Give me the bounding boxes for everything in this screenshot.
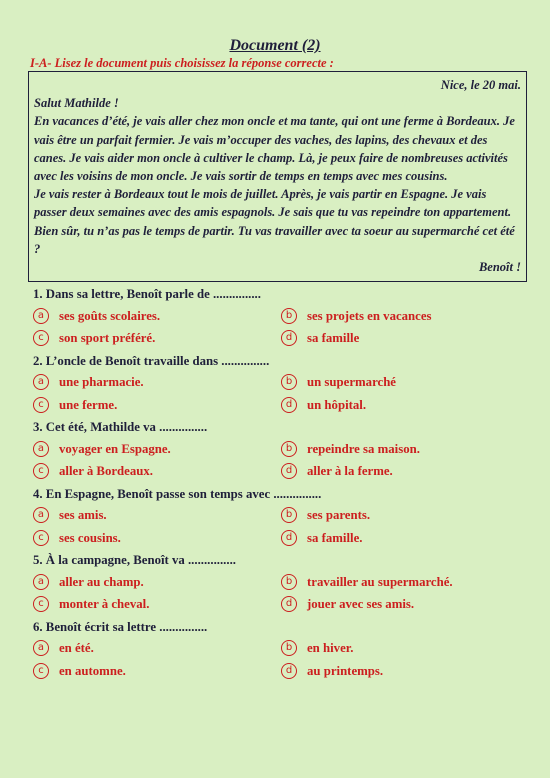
option-mark-a-icon: a: [33, 374, 49, 390]
option-mark-b-icon: b: [281, 441, 297, 457]
option-mark-d-icon: d: [281, 663, 297, 679]
option-mark-a-icon: a: [33, 441, 49, 457]
option-mark-d-icon: d: [281, 530, 297, 546]
option-mark-d-icon: d: [281, 397, 297, 413]
letter-signature: Benoît !: [478, 260, 521, 275]
option-mark-a-icon: a: [33, 308, 49, 324]
option-mark-d-icon: d: [281, 596, 297, 612]
question-text: 1. Dans sa lettre, Benoît parle de ...............: [33, 287, 261, 301]
option-label: aller à la ferme.: [307, 464, 393, 478]
option-mark-b-icon: b: [281, 308, 297, 324]
option-mark-b-icon: b: [281, 507, 297, 523]
option-row: [33, 372, 533, 395]
option-mark-c-icon: c: [33, 463, 49, 479]
option-a[interactable]: [33, 638, 94, 660]
option-mark-b-icon: b: [281, 574, 297, 590]
option-label: ses parents.: [307, 508, 371, 522]
option-mark-b-icon: b: [281, 640, 297, 656]
option-b[interactable]: [281, 572, 453, 594]
option-row: [33, 572, 533, 595]
option-c[interactable]: [33, 328, 155, 350]
option-d[interactable]: [281, 461, 393, 483]
option-label: en automne.: [59, 663, 126, 678]
option-row: [33, 306, 533, 329]
option-label: monter à cheval.: [59, 597, 150, 611]
option-d[interactable]: [281, 395, 366, 417]
option-mark-d-icon: d: [281, 330, 297, 346]
option-label: une pharmacie.: [59, 375, 144, 389]
letter-paragraph-1: En vacances d’été, je vais aller chez mon oncle et ma tante, qui ont une ferme à Bordeaux. Je vais être un parfait fermier. Je vais m’occuper des vaches, des lapins, des chevaux et des canes. Je vais aider mon oncle à cultiver le champ. Là, je peux faire de nombreuses activités avec les voisins de mon oncle. Je vais sortir de temps en temps avec mes cousins.: [34, 114, 515, 184]
option-label: sa famille: [307, 331, 360, 345]
option-label: ses cousins.: [59, 530, 121, 545]
letter-place-date: Nice, le 20 mai.: [440, 78, 521, 92]
option-label: sa famille.: [307, 530, 363, 545]
letter-box: [28, 71, 527, 282]
option-mark-c-icon: c: [33, 330, 49, 346]
instruction-text: I-A- Lisez le document puis choisissez la réponse correcte :: [30, 56, 334, 70]
option-mark-b-icon: b: [281, 374, 297, 390]
option-label: jouer avec ses amis.: [307, 597, 415, 611]
option-label: un hôpital.: [307, 397, 367, 412]
question-list: [33, 284, 533, 683]
option-b[interactable]: [281, 306, 432, 328]
option-c[interactable]: [33, 661, 126, 683]
option-b[interactable]: [281, 439, 420, 461]
letter-greeting: Salut Mathilde !: [34, 96, 119, 111]
option-mark-d-icon: d: [281, 463, 297, 479]
option-label: une ferme.: [59, 397, 118, 412]
question-text: 5. À la campagne, Benoît va ...............: [33, 553, 236, 567]
option-label: son sport préféré.: [59, 331, 156, 345]
option-row: [33, 594, 533, 617]
question-text: 6. Benoît écrit sa lettre ...............: [33, 619, 208, 634]
question-block: [33, 550, 533, 617]
option-mark-c-icon: c: [33, 596, 49, 612]
option-label: un supermarché: [307, 375, 396, 389]
option-label: repeindre sa maison.: [307, 441, 420, 456]
document-title: Document (2): [229, 37, 321, 54]
option-mark-c-icon: c: [33, 663, 49, 679]
option-row: [33, 328, 533, 351]
question-text: 2. L’oncle de Benoît travaille dans ...............: [33, 353, 270, 368]
option-label: aller à Bordeaux.: [59, 464, 153, 478]
option-d[interactable]: [281, 594, 414, 616]
option-b[interactable]: [281, 372, 396, 394]
option-mark-a-icon: a: [33, 574, 49, 590]
option-label: travailler au supermarché.: [307, 574, 453, 589]
option-a[interactable]: [33, 372, 144, 394]
option-b[interactable]: [281, 638, 353, 660]
option-label: en été.: [59, 641, 94, 655]
option-row: [33, 505, 533, 528]
option-mark-c-icon: c: [33, 397, 49, 413]
option-c[interactable]: [33, 461, 153, 483]
option-c[interactable]: [33, 528, 121, 550]
question-text: 4. En Espagne, Benoît passe son temps avec ...............: [33, 486, 322, 501]
option-label: voyager en Espagne.: [59, 441, 171, 456]
option-row: [33, 528, 533, 551]
option-label: ses amis.: [59, 508, 107, 522]
question-block: [33, 617, 533, 684]
option-mark-c-icon: c: [33, 530, 49, 546]
option-b[interactable]: [281, 505, 370, 527]
option-label: en hiver.: [307, 641, 354, 655]
question-block: [33, 351, 533, 418]
option-c[interactable]: [33, 594, 149, 616]
letter-text: [34, 76, 521, 276]
option-a[interactable]: [33, 572, 144, 594]
option-c[interactable]: [33, 395, 117, 417]
option-row: [33, 461, 533, 484]
question-text: 3. Cet été, Mathilde va ...............: [33, 420, 208, 434]
question-block: [33, 417, 533, 484]
question-block: [33, 484, 533, 551]
option-a[interactable]: [33, 439, 171, 461]
option-mark-a-icon: a: [33, 640, 49, 656]
option-label: ses projets en vacances: [307, 308, 432, 323]
option-a[interactable]: [33, 505, 107, 527]
option-row: [33, 439, 533, 462]
option-row: [33, 661, 533, 684]
option-label: aller au champ.: [59, 574, 144, 589]
option-mark-a-icon: a: [33, 507, 49, 523]
option-d[interactable]: [281, 528, 362, 550]
option-d[interactable]: [281, 328, 359, 350]
option-a[interactable]: [33, 306, 160, 328]
option-d[interactable]: [281, 661, 383, 683]
option-label: ses goûts scolaires.: [59, 308, 161, 323]
letter-paragraph-2: Je vais rester à Bordeaux tout le mois de juillet. Après, je vais partir en Espagne. Je vais passer deux semaines avec des amis espagnols. Je sais que tu vas repeindre ton appartement. Bien sûr, tu n’as pas le temps de partir. Tu vas travailler avec ta soeur au supermarché cet été ?: [34, 187, 515, 256]
question-block: [33, 284, 533, 351]
option-label: au printemps.: [307, 663, 384, 678]
option-row: [33, 638, 533, 661]
option-row: [33, 395, 533, 418]
